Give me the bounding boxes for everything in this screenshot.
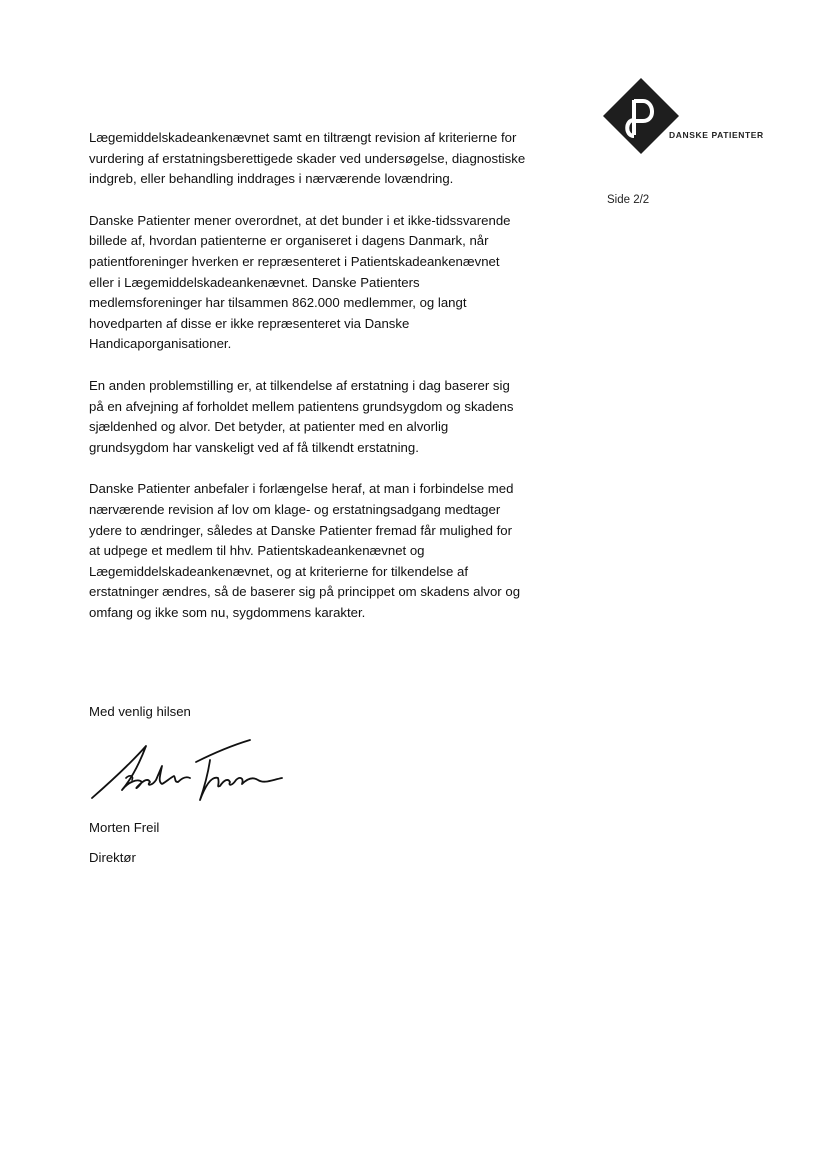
text-line: sjældenhed og alvor. Det betyder, at patienter med en alvorlig (89, 419, 449, 435)
page-number: Side 2/2 (607, 194, 650, 206)
text-line: ydere to ændringer, således at Danske Patienter fremad får mulighed for (89, 522, 512, 538)
text-line: Lægemiddelskadeankenævnet, og at kriterierne for tilkendelse af (89, 563, 468, 579)
paragraph (89, 479, 559, 623)
text-line: hovedparten af disse er ikke repræsenteret via Danske (89, 315, 410, 331)
paragraph (89, 211, 559, 355)
text-line: medlemsforeninger har tilsammen 862.000 medlemmer, og langt (89, 295, 467, 311)
text-line: grundsygdom har vanskeligt ved af få tilkendt erstatning. (89, 439, 419, 455)
text-line: omfang og ikke som nu, sygdommens karakter. (89, 604, 366, 620)
logo-text: DANSKE PATIENTER (669, 130, 764, 140)
text-line: erstatninger ændres, så de baserer sig på princippet om skadens alvor og (89, 584, 521, 600)
text-line: Lægemiddelskadeankenævnet samt en tiltrængt revision af kriterierne for (89, 130, 517, 145)
dp-diamond-logo-icon (603, 78, 683, 158)
signer-name: Morten Freil (89, 820, 160, 835)
text-line: på en afvejning af forholdet mellem patientens grundsygdom og skadens (89, 398, 514, 414)
closing-greeting: Med venlig hilsen (89, 704, 191, 719)
text-line: billede af, hvordan patienterne er organiseret i dagens Danmark, når (89, 233, 489, 249)
text-line: vurdering af erstatningsberettigede skader ved undersøgelse, diagnostiske (89, 150, 526, 166)
paragraph (89, 128, 559, 190)
letter-body (89, 128, 559, 644)
text-line: indgreb, eller behandling inddrages i nærværende lovændring. (89, 171, 454, 187)
danske-patienter-logo (603, 78, 773, 158)
text-line: patientforeninger hverken er repræsenteret i Patientskadeankenævnet (89, 253, 500, 269)
signer-title: Direktør (89, 850, 136, 865)
text-line: eller i Lægemiddelskadeankenævnet. Danske Patienters (89, 274, 420, 290)
text-line: Danske Patienter anbefaler i forlængelse heraf, at man i forbindelse med (89, 481, 514, 497)
text-line: Danske Patienter mener overordnet, at det bunder i et ikke-tidssvarende (89, 212, 511, 228)
text-line: Handicaporganisationer. (89, 336, 232, 352)
signature (88, 738, 293, 811)
text-line: nærværende revision af lov om klage- og erstatningsadgang medtager (89, 501, 501, 517)
text-line: En anden problemstilling er, at tilkendelse af erstatning i dag baserer sig (89, 377, 510, 393)
handwritten-signature (88, 738, 293, 806)
text-line: at udpege et medlem til hhv. Patientskadeankenævnet og (89, 543, 425, 559)
paragraph (89, 376, 559, 458)
